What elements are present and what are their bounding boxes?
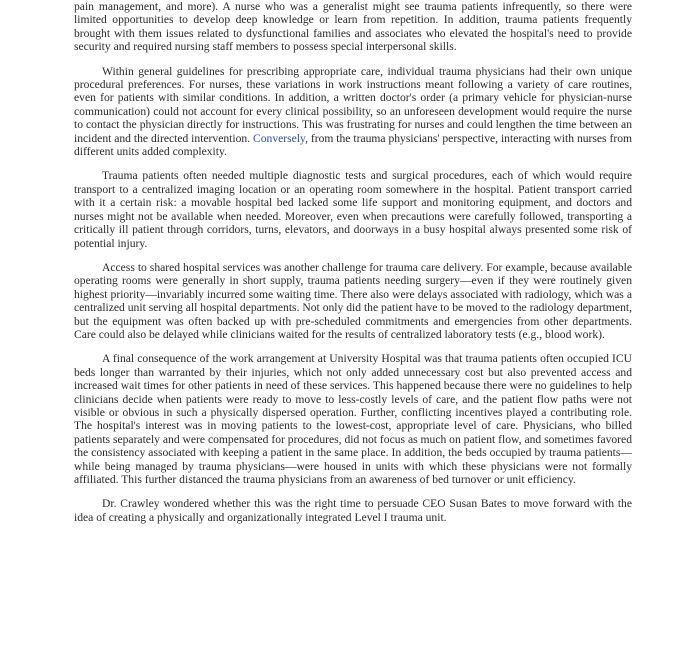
document-page xyxy=(74,0,632,535)
highlighted-word-conversely[interactable]: Conversely xyxy=(253,131,306,145)
paragraph-patient-transport: Trauma patients often needed multiple diagnostic tests and surgical procedures, each of which would require transport to a centralized imaging location or an operating room somewhere in the hospital. Patient transport carried with it a certain risk: a movable hospital bed lacked some life support and monitoring equipment, and doctors and nurses might not be available when needed. Moreover, even when precautions were carefully followed, transporting a critically ill patient through corridors, turns, elevators, and doorways in a busy hospital always presented some risk of potential injury. xyxy=(74,169,632,250)
paragraph-final-consequence: A final consequence of the work arrangement at University Hospital was that trauma patients often occupied ICU beds longer than warranted by their injuries, which not only added unnecessary cost but also prevented access and increased wait times for other patients in need of these services. This happened because there were no guidelines to help clinicians decide when patients were ready to move to less-costly levels of care, and the patient flow paths were not visible or obvious in such a physically dispersed operation. Further, conflicting incentives played a contributing role. The hospital's interest was in moving patients to the lowest-cost, appropriate level of care. Physicians, who billed patients separately and were compensated for procedures, did not focus as much on patient flow, and sometimes favored the consistency associated with keeping a patient in the same place. In addition, the beds occupied by trauma patients—while being managed by trauma physicians—were housed in units with which these physicians were not formally affiliated. This further distanced the trauma physicians from an awareness of bed turnover or unit efficiency. xyxy=(74,352,632,486)
paragraph-dr-crawley: Dr. Crawley wondered whether this was the right time to persuade CEO Susan Bates to move forward with the idea of creating a physically and organizationally integrated Level I trauma unit. xyxy=(74,497,632,524)
paragraph-text-after: , from the trauma physicians' perspective, interacting with nurses from different units added complexity. xyxy=(74,131,633,159)
paragraph-pain-management: pain management, and more). A nurse who was a generalist might see trauma patients infrequently, so there were limited opportunities to develop deep knowledge or learn from repetition. In addition, trauma patients frequently brought with them issues related to dysfunctional families and associates who elevated the hospital's need to provide security and required nursing staff members to possess special interpersonal skills. xyxy=(74,0,632,54)
paragraph-procedural-preferences xyxy=(74,65,632,159)
paragraph-text-before: Within general guidelines for prescribing appropriate care, individual trauma physicians had their own unique procedural preferences. For nurses, these variations in work instructions meant following a variety of care routines, even for patients with similar conditions. In addition, a written doctor's order (a primary vehicle for physician-nurse communication) could not account for every clinical possibility, so an unforeseen development would require the nurse to contact the physician directly for instructions. This was frustrating for nurses and could lengthen the time between an incident and the directed intervention. xyxy=(74,64,632,145)
paragraph-shared-services: Access to shared hospital services was another challenge for trauma care delivery. For example, because available operating rooms were generally in short supply, trauma patients needing surgery—even if they were routinely given highest priority—invariably incurred some waiting time. There also were delays associated with radiology, which was a centralized unit serving all hospital departments. Not only did the patient have to be moved to the radiology department, but the equipment was often backed up with pre-scheduled commitments and emergencies from other departments. Care could also be delayed while clinicians waited for the results of centralized laboratory tests (e.g., blood work). xyxy=(74,260,632,341)
